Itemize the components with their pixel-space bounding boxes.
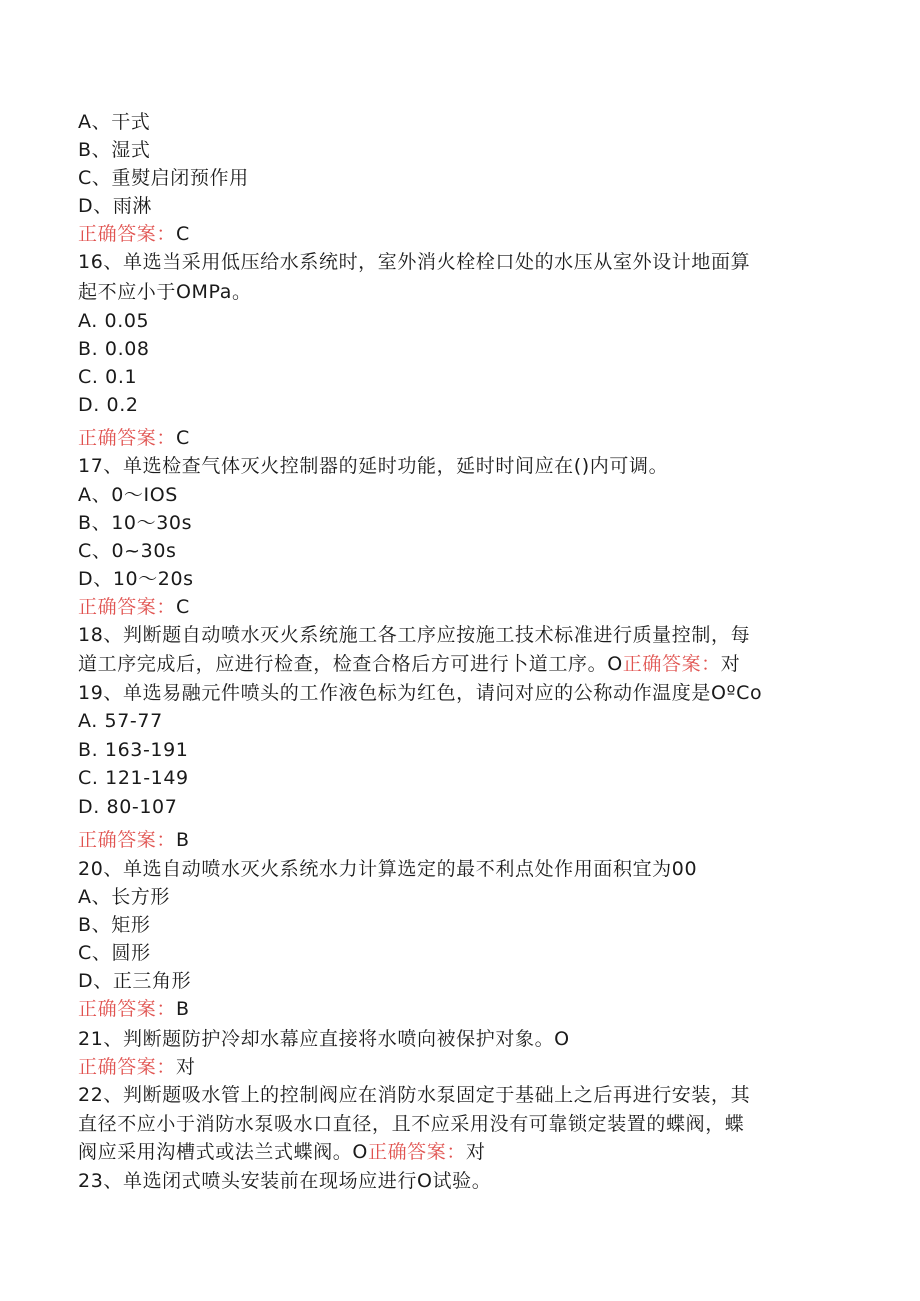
question-line: 18、判断题自动喷水灭火系统施工各工序应按施工技术标准进行质量控制，每 xyxy=(78,624,751,646)
option-line: C、圆形 xyxy=(78,942,151,964)
answer-label: 正确答案： xyxy=(78,223,177,245)
answer-line xyxy=(78,997,190,1021)
answer-label: 正确答案： xyxy=(78,1056,177,1078)
option-line: A. 0.05 xyxy=(78,310,150,332)
answer-value: 对 xyxy=(176,1056,196,1078)
answer-label: 正确答案： xyxy=(78,427,177,449)
option-line: B. 163-191 xyxy=(78,739,189,761)
question-answer-line: 阀应采用沟槽式或法兰式蝶阀。O正确答案：对 xyxy=(78,1141,486,1163)
answer-line xyxy=(78,222,190,246)
option-line: B. 0.08 xyxy=(78,338,150,360)
answer-value: C xyxy=(176,596,190,618)
option-line: A、干式 xyxy=(78,111,151,133)
option-line: A、长方形 xyxy=(78,886,170,908)
option-line: A、0～IOS xyxy=(78,484,178,506)
answer-value: 对 xyxy=(720,653,741,675)
answer-line xyxy=(78,828,190,852)
option-line: D. 80-107 xyxy=(78,796,178,818)
question-line: 23、单选闭式喷头安装前在现场应进行O试验。 xyxy=(78,1170,492,1192)
answer-value: C xyxy=(176,427,190,449)
option-line: B、湿式 xyxy=(78,139,151,161)
option-line: C. 0.1 xyxy=(78,366,138,388)
option-line: D. 0.2 xyxy=(78,394,139,416)
option-line: B、矩形 xyxy=(78,914,151,936)
answer-label: 正确答案： xyxy=(622,653,721,675)
question-answer-line: 道工序完成后，应进行检查，检查合格后方可进行卜道工序。O正确答案：对 xyxy=(78,653,741,675)
question-line: 21、判断题防护冷却水幕应直接将水喷向被保护对象。O xyxy=(78,1028,570,1050)
question-line: 20、单选自动喷水灭火系统水力计算选定的最不利点处作用面积宜为00 xyxy=(78,858,698,880)
answer-line xyxy=(78,595,190,619)
answer-label: 正确答案： xyxy=(78,829,177,851)
option-line: A. 57-77 xyxy=(78,710,163,732)
answer-label: 正确答案： xyxy=(367,1141,466,1163)
answer-value: 对 xyxy=(465,1141,486,1163)
option-line: D、雨淋 xyxy=(78,195,153,217)
question-line: 22、判断题吸水管上的控制阀应在消防水泵固定于基础上之后再进行安装，其 xyxy=(78,1084,751,1106)
question-line: 19、单选易融元件喷头的工作液色标为红色，请问对应的公称动作温度是OºCo xyxy=(78,682,763,704)
answer-value: B xyxy=(176,829,190,851)
question-line: 直径不应小于消防水泵吸水口直径，且不应采用没有可靠锁定装置的蝶阀，蝶 xyxy=(78,1113,745,1135)
answer-line xyxy=(78,1055,196,1079)
option-line: C、0~30s xyxy=(78,540,177,562)
option-line: D、正三角形 xyxy=(78,970,192,992)
question-line: 16、单选当采用低压给水系统时，室外消火栓栓口处的水压从室外设计地面算 xyxy=(78,251,751,273)
answer-line xyxy=(78,426,190,450)
answer-value: B xyxy=(176,998,190,1020)
answer-value: C xyxy=(176,223,190,245)
option-line: C. 121-149 xyxy=(78,767,189,789)
question-line: 17、单选检查气体灭火控制器的延时功能，延时时间应在()内可调。 xyxy=(78,455,669,477)
question-line: 起不应小于OMPa。 xyxy=(78,281,252,303)
answer-label: 正确答案： xyxy=(78,596,177,618)
answer-label: 正确答案： xyxy=(78,998,177,1020)
option-line: D、10～20s xyxy=(78,568,194,590)
option-line: B、10～30s xyxy=(78,512,193,534)
option-line: C、重熨启闭预作用 xyxy=(78,167,249,189)
